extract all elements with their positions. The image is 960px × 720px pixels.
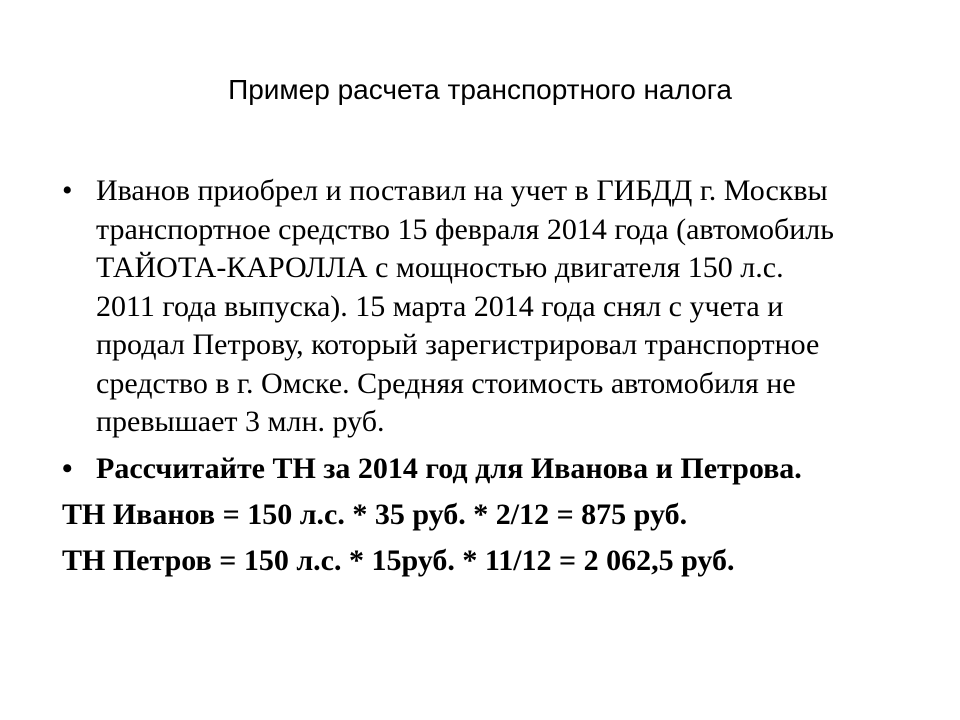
paragraph-line: превышает 3 млн. руб. xyxy=(96,405,385,438)
bullet-icon: • xyxy=(62,174,73,207)
slide-body xyxy=(62,172,922,587)
paragraph-line: 2011 года выпуска). 15 марта 2014 года снял с учета и xyxy=(96,289,784,323)
bullet-item-condition xyxy=(62,172,922,442)
paragraph-line: транспортное средство 15 февраля 2014 года (автомобиль xyxy=(96,212,834,246)
paragraph-line: Иванов приобрел и поставил на учет в ГИБДД г. Москвы xyxy=(96,174,828,207)
formula-ivanov: ТН Иванов = 150 л.с. * 35 руб. * 2/12 = 875 руб. xyxy=(62,498,688,531)
bullet-icon: • xyxy=(62,451,73,485)
slide-title: Пример расчета транспортного налога xyxy=(228,74,732,105)
bullet-item-task xyxy=(62,450,922,489)
paragraph-line: средство в г. Омске. Средняя стоимость автомобиля не xyxy=(96,366,796,400)
formula-petrov: ТН Петров = 150 л.с. * 15руб. * 11/12 = 2 062,5 руб. xyxy=(62,543,735,577)
paragraph-line: продал Петрову, который зарегистрировал транспортное xyxy=(96,328,820,361)
task-text: Рассчитайте ТН за 2014 год для Иванова и Петрова. xyxy=(96,451,802,485)
paragraph-line: ТАЙОТА-КАРОЛЛА с мощностью двигателя 150 л.с. xyxy=(96,251,784,284)
